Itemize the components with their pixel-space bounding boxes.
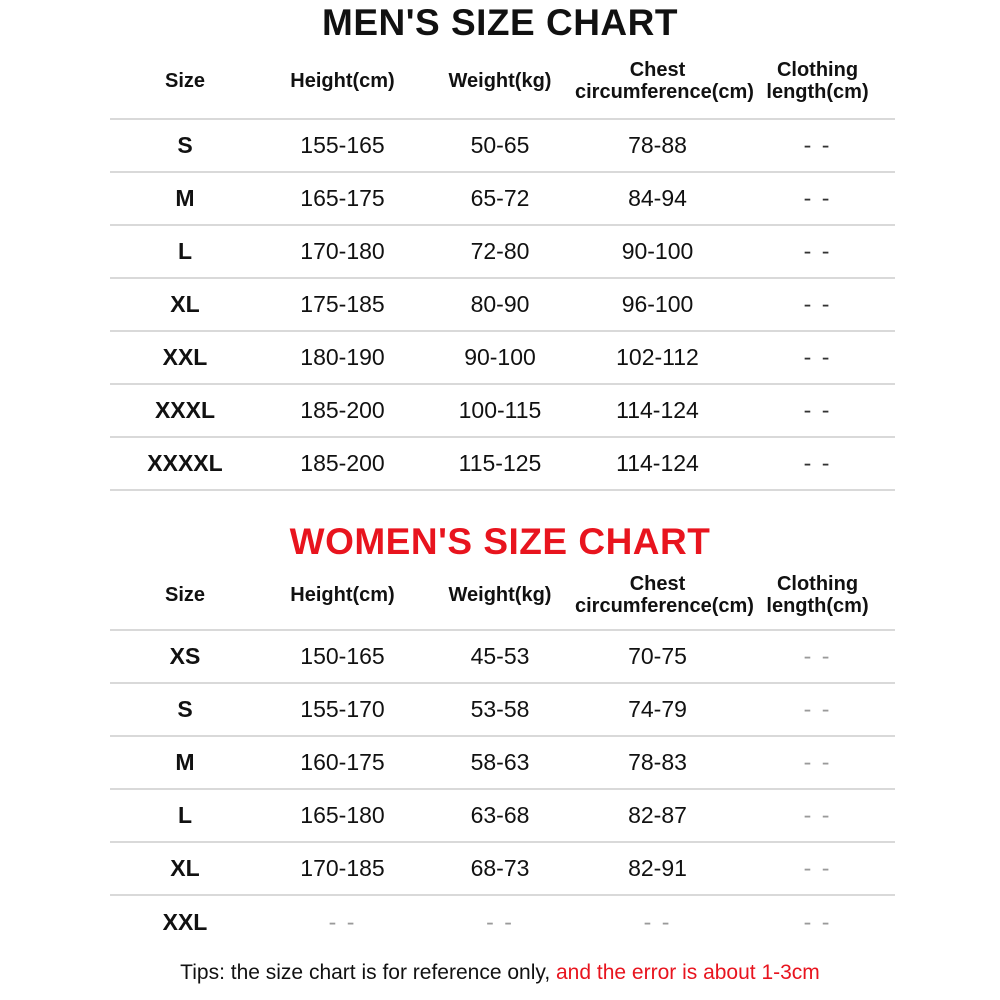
men-size-chart-title: MEN'S SIZE CHART [322, 2, 678, 43]
table-row [110, 842, 895, 895]
tips-text: Tips: the size chart is for reference only, [180, 961, 556, 984]
height-cell: 180-190 [260, 331, 425, 384]
table-header-row [110, 560, 895, 630]
size-cell: XXL [110, 895, 260, 948]
weight-cell: 72-80 [425, 225, 575, 278]
size-cell: XXXL [110, 384, 260, 437]
height-cell: 185-200 [260, 384, 425, 437]
table-row [110, 437, 895, 490]
weight-cell: 53-58 [425, 683, 575, 736]
men-size-table [110, 43, 895, 491]
length-cell: - - [740, 895, 895, 948]
table-header-row [110, 43, 895, 119]
chest-header-line1: Chest [629, 572, 686, 595]
length-cell: - - [740, 736, 895, 789]
table-row [110, 630, 895, 683]
women-size-chart-title: WOMEN'S SIZE CHART [289, 521, 711, 562]
size-cell: M [110, 736, 260, 789]
chest-cell: 74-79 [575, 683, 740, 736]
weight-cell: 100-115 [425, 384, 575, 437]
chest-cell: 114-124 [575, 384, 740, 437]
chest-header-line1: Chest [629, 58, 686, 81]
weight-cell: - - [425, 895, 575, 948]
chest-cell: - - [575, 895, 740, 948]
chest-cell: 78-88 [575, 119, 740, 172]
weight-cell: 68-73 [425, 842, 575, 895]
chest-cell: 96-100 [575, 278, 740, 331]
size-cell: XS [110, 630, 260, 683]
length-cell: - - [740, 437, 895, 490]
chest-header [575, 43, 754, 119]
height-cell: 185-200 [260, 437, 425, 490]
size-cell: XL [110, 278, 260, 331]
length-cell: - - [740, 683, 895, 736]
length-cell: - - [740, 789, 895, 842]
table-row [110, 736, 895, 789]
size-cell: L [110, 225, 260, 278]
weight-cell: 45-53 [425, 630, 575, 683]
size-cell: XXL [110, 331, 260, 384]
size-cell: S [110, 683, 260, 736]
length-header-line1: Clothing [776, 58, 859, 81]
height-cell: 160-175 [260, 736, 425, 789]
height-cell: 165-175 [260, 172, 425, 225]
weight-cell: 65-72 [425, 172, 575, 225]
length-cell: - - [740, 225, 895, 278]
size-cell: XXXXL [110, 437, 260, 490]
size-header: Size [164, 583, 206, 606]
chest-cell: 84-94 [575, 172, 740, 225]
table-row [110, 895, 895, 948]
length-header-line2: length(cm) [766, 594, 869, 617]
length-cell: - - [740, 842, 895, 895]
height-cell: 170-185 [260, 842, 425, 895]
table-row [110, 683, 895, 736]
height-cell: 155-170 [260, 683, 425, 736]
length-cell: - - [740, 630, 895, 683]
chest-cell: 70-75 [575, 630, 740, 683]
height-cell: 175-185 [260, 278, 425, 331]
table-row [110, 278, 895, 331]
weight-cell: 58-63 [425, 736, 575, 789]
length-cell: - - [740, 331, 895, 384]
size-cell: M [110, 172, 260, 225]
weight-header: Weight(kg) [448, 583, 552, 606]
chest-cell: 114-124 [575, 437, 740, 490]
chest-cell: 78-83 [575, 736, 740, 789]
chest-header-line2: circumference(cm) [575, 594, 754, 617]
length-cell: - - [740, 278, 895, 331]
weight-header: Weight(kg) [448, 69, 552, 92]
chest-cell: 90-100 [575, 225, 740, 278]
height-cell: 170-180 [260, 225, 425, 278]
height-cell: - - [260, 895, 425, 948]
height-cell: 155-165 [260, 119, 425, 172]
chest-cell: 82-91 [575, 842, 740, 895]
height-cell: 150-165 [260, 630, 425, 683]
size-header: Size [164, 69, 206, 92]
length-cell: - - [740, 384, 895, 437]
size-cell: XL [110, 842, 260, 895]
weight-cell: 63-68 [425, 789, 575, 842]
tips-highlight: and the error is about 1-3cm [556, 961, 820, 984]
size-cell: L [110, 789, 260, 842]
table-row [110, 119, 895, 172]
height-header: Height(cm) [290, 583, 395, 606]
size-tips [0, 961, 1000, 985]
size-cell: S [110, 119, 260, 172]
women-size-table [110, 560, 895, 948]
length-cell: - - [740, 119, 895, 172]
chest-header [575, 560, 754, 630]
height-cell: 165-180 [260, 789, 425, 842]
table-row [110, 172, 895, 225]
table-row [110, 225, 895, 278]
length-header [740, 560, 895, 630]
table-row [110, 331, 895, 384]
chest-cell: 102-112 [575, 331, 740, 384]
length-cell: - - [740, 172, 895, 225]
weight-cell: 80-90 [425, 278, 575, 331]
weight-cell: 115-125 [425, 437, 575, 490]
length-header-line2: length(cm) [766, 80, 869, 103]
table-row [110, 789, 895, 842]
weight-cell: 90-100 [425, 331, 575, 384]
height-header: Height(cm) [290, 69, 395, 92]
chest-cell: 82-87 [575, 789, 740, 842]
weight-cell: 50-65 [425, 119, 575, 172]
length-header-line1: Clothing [776, 572, 859, 595]
table-row [110, 384, 895, 437]
length-header [740, 43, 895, 119]
chest-header-line2: circumference(cm) [575, 80, 754, 103]
